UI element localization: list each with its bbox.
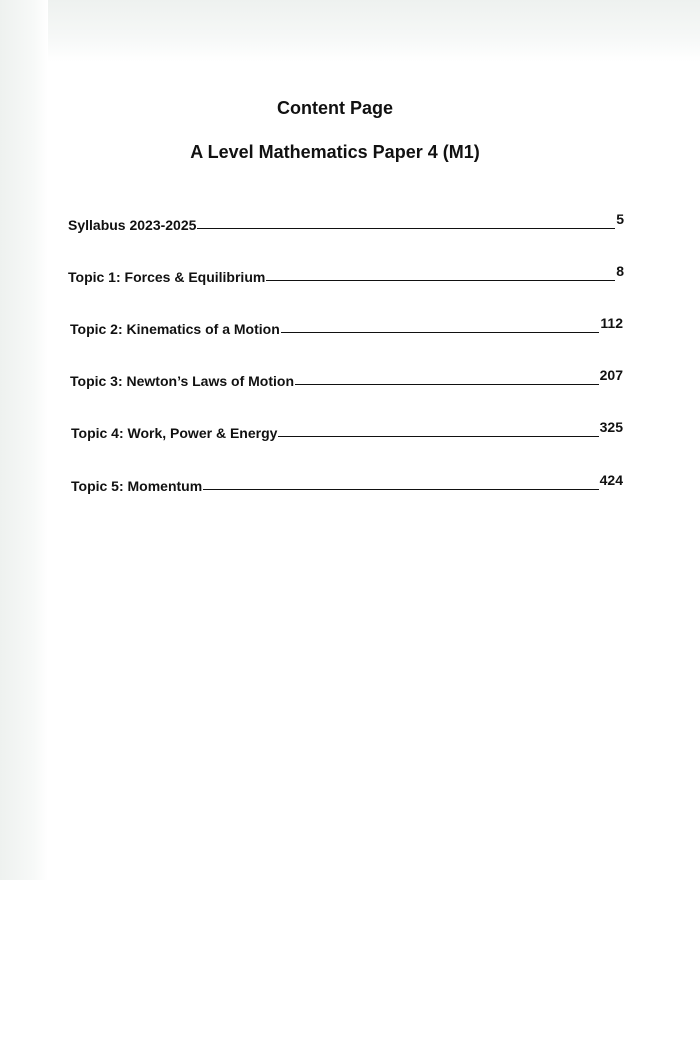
toc-entry-page-number: 325 (599, 419, 623, 435)
toc-entry-page-number: 112 (600, 315, 623, 331)
toc-leader-line (203, 489, 598, 490)
toc-entry-label: Topic 5: Momentum (71, 478, 203, 494)
toc-entry-label: Topic 3: Newton’s Laws of Motion (70, 373, 294, 389)
toc-entry-topic-5 (71, 474, 623, 494)
toc-leader-line (266, 280, 615, 281)
toc-leader-line (295, 384, 599, 385)
toc-entry-label: Topic 1: Forces & Equilibrium (68, 269, 266, 285)
page-subtitle: A Level Mathematics Paper 4 (M1) (190, 142, 480, 162)
toc-entry-page-number: 5 (616, 211, 624, 227)
toc-entry-topic-4 (71, 421, 623, 441)
toc-entry-topic-3 (70, 369, 623, 389)
toc-entry-label: Topic 4: Work, Power & Energy (71, 425, 278, 441)
toc-entry-page-number: 424 (599, 472, 623, 488)
toc-entry-label: Syllabus 2023-2025 (68, 217, 197, 233)
page-title: Content Page (276, 98, 393, 118)
toc-entry-label: Topic 2: Kinematics of a Motion (70, 321, 280, 337)
toc-entry-syllabus (68, 213, 624, 233)
toc-entry-page-number: 8 (616, 263, 624, 279)
toc-entry-page-number: 207 (599, 367, 623, 383)
toc-leader-line (278, 436, 598, 437)
toc-leader-line (197, 228, 615, 229)
toc-entry-topic-2 (70, 317, 623, 337)
toc-leader-line (281, 332, 600, 333)
toc-entry-topic-1 (68, 265, 624, 285)
